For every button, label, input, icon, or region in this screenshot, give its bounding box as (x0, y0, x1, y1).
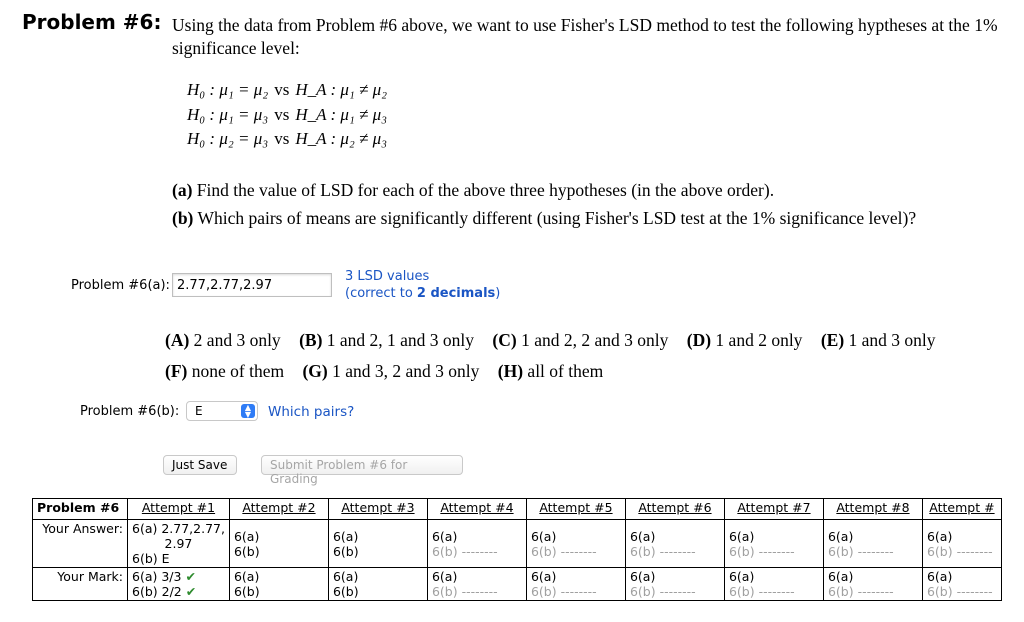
attempt-link[interactable]: Attempt #5 (526, 499, 625, 520)
answer-b-selected-value: E (195, 404, 203, 418)
table-cell (328, 568, 427, 601)
cell-text: 6(b) (431, 544, 458, 559)
hint-bold: 2 decimals (416, 286, 496, 301)
table-cell (922, 520, 1001, 568)
answer-b-hint: Which pairs? (268, 404, 355, 420)
table-cell (625, 568, 724, 601)
choice-text: none of them (191, 361, 285, 381)
choice-text: 1 and 3, 2 and 3 only (332, 361, 480, 381)
checkmark-icon: ✔ (185, 584, 197, 599)
cell-text: 6(b) (629, 584, 656, 599)
cell-text: 6(a) (332, 529, 359, 544)
cell-dashes: -------- (758, 544, 795, 559)
cell-text: 6(a) (926, 529, 953, 544)
choice-key: (D) (686, 330, 712, 350)
cell-dashes: -------- (461, 544, 498, 559)
cell-text: 6(a) (431, 529, 458, 544)
part-b-question (172, 208, 916, 229)
choice-text: 2 and 3 only (193, 330, 281, 350)
cell-text: 2.97 (164, 536, 193, 551)
table-cell (724, 520, 823, 568)
checkmark-icon: ✔ (185, 569, 196, 584)
cell-text: 6(a) (728, 569, 755, 584)
table-row (33, 568, 1002, 601)
hypothesis-null: H₀ : μ₂ = μ₃ (187, 129, 269, 148)
cell-dashes: -------- (560, 584, 597, 599)
table-cell (823, 520, 922, 568)
answer-a-input[interactable]: 2.77,2.77,2.97 (172, 273, 332, 297)
just-save-button[interactable]: Just Save (163, 455, 237, 475)
choice-text: 1 and 3 only (848, 330, 936, 350)
part-a-question (172, 180, 774, 201)
choice-key: (G) (302, 361, 328, 381)
cell-text: 6(a) (629, 569, 656, 584)
chevron-updown-icon: ▲ ▼ (241, 404, 255, 418)
table-cell (724, 568, 823, 601)
hypothesis-vs: vs (274, 105, 290, 124)
cell-text: 6(a) (926, 569, 953, 584)
answer-b-label: Problem #6(b): (80, 404, 180, 419)
cell-text: 6(b) (233, 544, 260, 559)
table-cell (526, 520, 625, 568)
cell-text: 6(b) (332, 544, 359, 559)
attempt-link[interactable]: Attempt #6 (625, 499, 724, 520)
hypothesis-2 (187, 105, 387, 125)
cell-text: 6(a) (629, 529, 656, 544)
hint-text: ) (495, 286, 501, 301)
hypothesis-1 (187, 80, 387, 100)
table-cell (823, 568, 922, 601)
cell-text: 6(a) (827, 529, 854, 544)
cell-text: 6(a) (431, 569, 458, 584)
cell-text: 6(b) (530, 544, 557, 559)
table-cell (128, 568, 230, 601)
cell-text: 6(a) 3/3 (132, 569, 182, 584)
row-label: Your Mark: (33, 568, 128, 601)
table-cell (427, 520, 526, 568)
choices-line-1 (165, 330, 936, 351)
cell-dashes: -------- (560, 544, 597, 559)
answer-b-select[interactable] (186, 401, 258, 421)
hypothesis-alt: H_A : μ₁ ≠ μ₂ (295, 80, 388, 99)
choices-line-2 (165, 361, 603, 382)
choice-text: all of them (527, 361, 604, 381)
hypothesis-alt: H_A : μ₂ ≠ μ₃ (295, 129, 388, 148)
submit-grading-button[interactable]: Submit Problem #6 for Grading (261, 455, 463, 475)
cell-text: 6(b) (530, 584, 557, 599)
cell-text: 6(a) (233, 529, 260, 544)
choice-text: 1 and 2, 1 and 3 only (326, 330, 475, 350)
cell-dashes: -------- (659, 584, 696, 599)
cell-text: 6(a) (332, 569, 359, 584)
attempt-link[interactable]: Attempt #1 (128, 499, 230, 520)
choice-key: (E) (820, 330, 845, 350)
answer-a-hint-line1: 3 LSD values (345, 269, 430, 284)
cell-dashes: -------- (956, 584, 993, 599)
cell-text: 6(a) (728, 529, 755, 544)
cell-dashes: -------- (956, 544, 993, 559)
cell-text: 6(b) 2/2 (132, 584, 182, 599)
part-a-text: Find the value of LSD for each of the above three hypotheses (in the above order). (196, 180, 775, 200)
choice-key: (B) (299, 330, 323, 350)
table-cell (526, 568, 625, 601)
cell-text: 6(a) (530, 569, 557, 584)
table-cell (229, 520, 328, 568)
cell-dashes: -------- (857, 584, 894, 599)
attempt-link[interactable]: Attempt #8 (823, 499, 922, 520)
attempt-link[interactable]: Attempt #2 (229, 499, 328, 520)
cell-text: 6(b) (728, 584, 755, 599)
answer-a-label: Problem #6(a): (71, 278, 170, 293)
cell-text: 6(b) (233, 584, 260, 599)
cell-text: 6(a) (827, 569, 854, 584)
cell-text: 6(a) (233, 569, 260, 584)
choice-text: 1 and 2, 2 and 3 only (521, 330, 669, 350)
choice-key: (C) (492, 330, 517, 350)
choice-key: (H) (497, 361, 524, 381)
table-header-row (33, 499, 1002, 520)
attempt-link[interactable]: Attempt #4 (427, 499, 526, 520)
answer-a-hint-line2 (345, 286, 500, 301)
row-label: Your Answer: (33, 520, 128, 568)
table-cell (625, 520, 724, 568)
cell-text: 6(b) (827, 584, 854, 599)
hypothesis-null: H₀ : μ₁ = μ₃ (187, 105, 269, 124)
cell-dashes: -------- (857, 544, 894, 559)
cell-text: 6(b) (629, 544, 656, 559)
cell-text: 6(b) (926, 544, 953, 559)
choice-key: (F) (165, 361, 188, 381)
cell-text: 6(b) (332, 584, 359, 599)
table-row (33, 520, 1002, 568)
cell-text: 6(b) (728, 544, 755, 559)
choice-key: (A) (165, 330, 190, 350)
cell-text: 6(a) (530, 529, 557, 544)
hypothesis-vs: vs (274, 80, 290, 99)
cell-text: 6(b) (827, 544, 854, 559)
table-cell (427, 568, 526, 601)
table-cell (229, 568, 328, 601)
cell-text: 6(a) 2.77,2.77, (132, 521, 225, 536)
problem-statement: Using the data from Problem #6 above, we want to use Fisher's LSD method to test the following hyptheses at the 1% significance level: (172, 15, 998, 58)
cell-text: 6(b) (431, 584, 458, 599)
part-b-key: (b) (172, 208, 194, 228)
cell-text: 6(b) (926, 584, 953, 599)
hypothesis-3 (187, 129, 387, 149)
choice-text: 1 and 2 only (715, 330, 803, 350)
cell-dashes: -------- (461, 584, 498, 599)
hint-text: (correct to (345, 286, 417, 301)
table-cell (328, 520, 427, 568)
problem-title: Problem #6: (22, 10, 162, 34)
hypothesis-alt: H_A : μ₁ ≠ μ₃ (295, 105, 388, 124)
part-b-text: Which pairs of means are significantly different (using Fisher's LSD test at the 1% significance level)? (197, 208, 917, 228)
hypothesis-null: H₀ : μ₁ = μ₂ (187, 80, 269, 99)
table-cell (128, 520, 230, 568)
table-corner: Problem #6 (33, 499, 128, 520)
attempts-table (32, 498, 1002, 601)
attempt-link[interactable]: Attempt # (922, 499, 1001, 520)
part-a-key: (a) (172, 180, 193, 200)
cell-dashes: -------- (659, 544, 696, 559)
attempt-link[interactable]: Attempt #7 (724, 499, 823, 520)
table-cell (922, 568, 1001, 601)
hypothesis-vs: vs (274, 129, 290, 148)
cell-text: 6(b) E (132, 551, 170, 566)
attempt-link[interactable]: Attempt #3 (328, 499, 427, 520)
cell-dashes: -------- (758, 584, 795, 599)
